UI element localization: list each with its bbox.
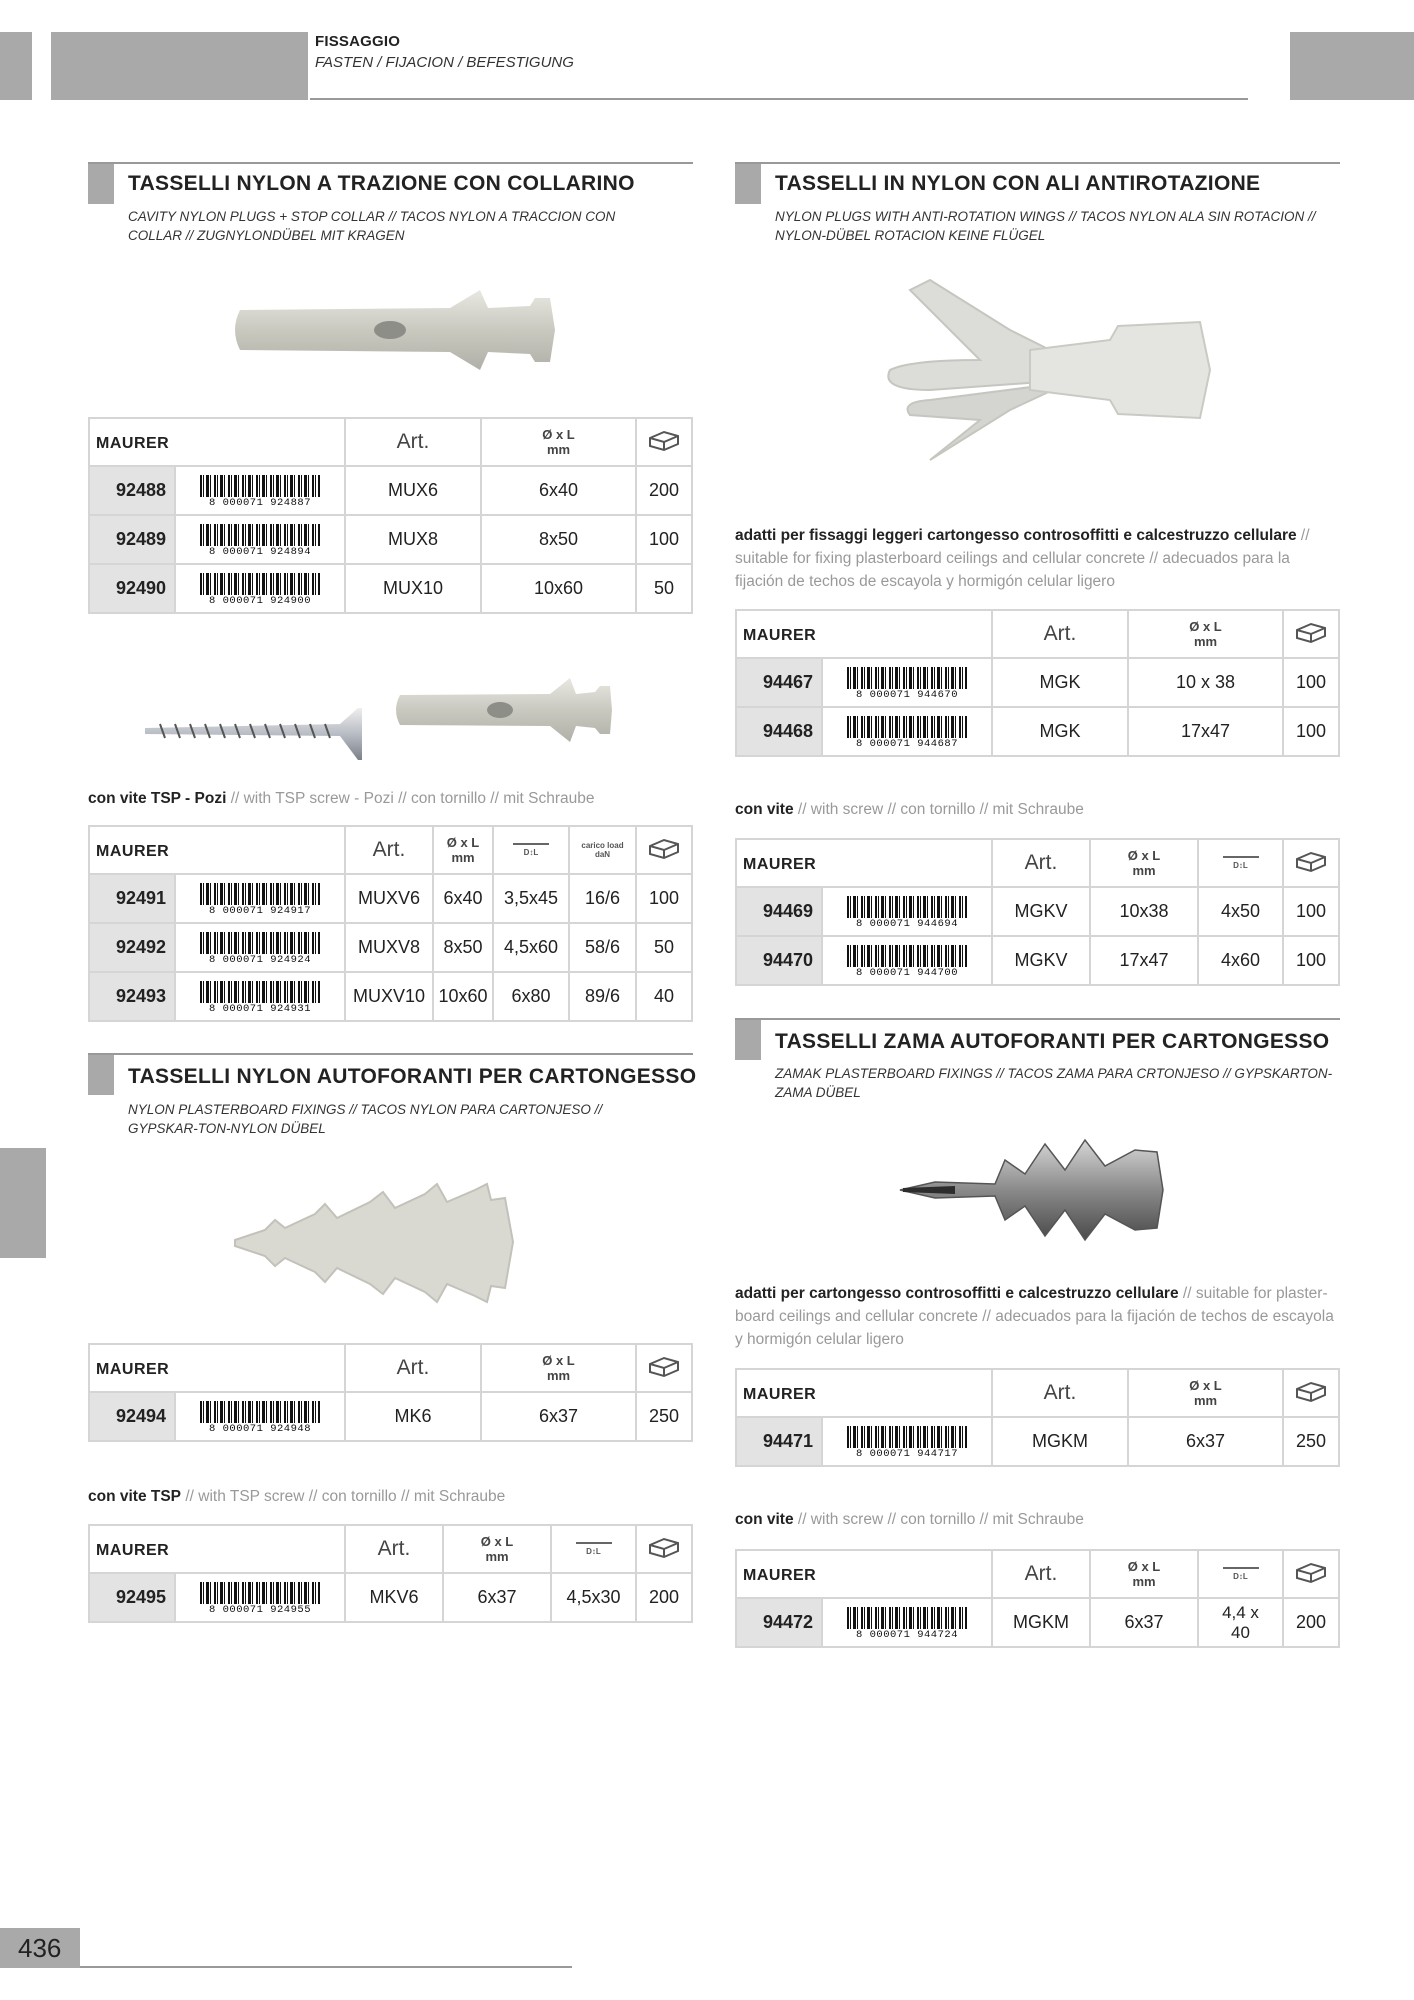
box-icon	[636, 1525, 692, 1573]
box-icon	[1283, 610, 1339, 658]
screw-size-icon: D↕L	[1198, 1550, 1283, 1598]
table-row: 94469 8 000071 944694 MGKV 10x38 4x50 100	[736, 887, 1339, 936]
box-icon	[1283, 1550, 1339, 1598]
sec3-rule	[735, 162, 1340, 164]
screw-and-plug-image	[140, 660, 620, 760]
table-row: 94470 8 000071 944700 MGKV 17x47 4x60 100	[736, 936, 1339, 985]
nylon-plasterboard-plug-image	[225, 1180, 525, 1305]
sec3-marker	[735, 164, 761, 204]
page-number: 436	[0, 1928, 80, 1968]
screw-size-icon: D↕L	[1198, 839, 1283, 887]
sec1-rule	[88, 162, 693, 164]
sec3-description: adatti per fissaggi leggeri cartongesso controsoffitti e calcestruzzo cellulare // suitable for fixing plasterboard ceilings and cellular concrete // adecuados para la fijación de techos de escayola y hormigón celular ligero	[735, 527, 1310, 590]
table-row: 92490 8 000071 924900 MUX10 10x60 50	[89, 564, 692, 613]
sec3-title: TASSELLI IN NYLON CON ALI ANTIROTAZIONE	[775, 172, 1261, 195]
sec1-sublabel: con vite TSP - Pozi // with TSP screw - Pozi // con tornillo // mit Schraube	[88, 790, 595, 807]
header-tab-right	[1290, 32, 1414, 100]
table-row: 94472 8 000071 944724 MGKM 6x37 4,4 x 40 200	[736, 1598, 1339, 1647]
sec4-marker	[735, 1020, 761, 1060]
screw-size-icon: D↕L	[493, 826, 569, 874]
footer-rule	[80, 1966, 572, 1968]
zamak-plasterboard-fixing-image	[895, 1130, 1175, 1250]
table-row: 94471 8 000071 944717 MGKM 6x37 250	[736, 1417, 1339, 1466]
sec2-marker	[88, 1055, 114, 1095]
header-rule	[310, 98, 1248, 100]
table-row: 92492 8 000071 924924 MUXV8 8x50 4,5x60 58/6 50	[89, 923, 692, 972]
side-tab	[0, 1148, 46, 1258]
brand-logo: MAURER	[96, 434, 170, 452]
sec2-rule	[88, 1053, 693, 1055]
screw-size-icon: D↕L	[551, 1525, 636, 1573]
sec4-table-screw: MAURER Art. Ø x L mm D↕L 94472 8 000071 944724 MGKM 6x37 4,4 x 40 200	[735, 1549, 1340, 1648]
sec4-sublabel: con vite // with screw // con tornillo // mit Schraube	[735, 1511, 1084, 1528]
box-icon	[636, 418, 692, 466]
sec4-description: adatti per cartongesso controsoffitti e calcestruzzo cellulare // suitable for plaster-board ceilings and cellular concrete // adecuados para la fijación de techos de escayola y hormigón celular ligero	[735, 1285, 1334, 1348]
barcode: 8 000071 924894	[196, 522, 324, 558]
sec2-subtitle: NYLON PLASTERBOARD FIXINGS // TACOS NYLON PARA CARTONJESO // GYPSKAR-TON-NYLON DÜBEL	[128, 1102, 603, 1136]
table-row: 94467 8 000071 944670 MGK 10 x 38 100	[736, 658, 1339, 707]
table-row: 92493 8 000071 924931 MUXV10 10x60 6x80 89/6 40	[89, 972, 692, 1021]
table-row: 92494 8 000071 924948 MK6 6x37 250	[89, 1392, 692, 1441]
sec3-subtitle: NYLON PLUGS WITH ANTI-ROTATION WINGS // TACOS NYLON ALA SIN ROTACION // NYLON-DÜBEL ROTACION KEINE FLÜGEL	[775, 209, 1316, 243]
barcode: 8 000071 924900	[196, 571, 324, 607]
table-row: 92488 8 000071 924887 MUX6 6x40 200	[89, 466, 692, 515]
sec4-subtitle: ZAMAK PLASTERBOARD FIXINGS // TACOS ZAMA PARA CRTONJESO // GYPSKARTON-ZAMA DÜBEL	[775, 1066, 1333, 1100]
table-row: 92495 8 000071 924955 MKV6 6x37 4,5x30 200	[89, 1573, 692, 1622]
col-dim: Ø x L	[542, 427, 575, 442]
sec4-table: MAURER Art. Ø x L mm 94471 8 000071 944717 MGKM 6x37 250	[735, 1368, 1340, 1467]
sec1-table-screw: MAURER Art. Ø x L mm D↕L carico load daN 92491 8 000071 924917 MUXV6 6x40 3,5x45 16/6 100 92492 8 000071 924924 MUXV8 8x50 4,5x60 58/6 50 92493 8 000071 924931 MUXV10 10x60 6x80 89/6 40	[88, 825, 693, 1022]
header-tab-block	[51, 32, 308, 100]
sec4-rule	[735, 1018, 1340, 1020]
sec2-sublabel: con vite TSP // with TSP screw // con tornillo // mit Schraube	[88, 1488, 506, 1505]
sec2-table: MAURER Art. Ø x L mm 92494 8 000071 924948 MK6 6x37 250	[88, 1343, 693, 1442]
box-icon	[636, 1344, 692, 1392]
table-row: 92489 8 000071 924894 MUX8 8x50 100	[89, 515, 692, 564]
col-art: Art.	[345, 418, 481, 466]
sec1-table: MAURER Art. Ø x L mm 92488 8 000071 924887 MUX6 6x40 200 92489 8 000071 924894 MUX8 8x50 100 92490 8 000071 924900 MUX10 10x60 50	[88, 417, 693, 614]
header-tab-left	[0, 32, 32, 100]
box-icon	[1283, 1369, 1339, 1417]
sec4-title: TASSELLI ZAMA AUTOFORANTI PER CARTONGESSO	[775, 1030, 1330, 1053]
sec3-sublabel: con vite // with screw // con tornillo // mit Schraube	[735, 801, 1084, 818]
sec2-title: TASSELLI NYLON AUTOFORANTI PER CARTONGESSO	[128, 1065, 697, 1088]
header-title: FISSAGGIO	[315, 33, 401, 50]
winged-nylon-plug-image	[870, 270, 1230, 470]
table-row: 94468 8 000071 944687 MGK 17x47 100	[736, 707, 1339, 756]
sec1-marker	[88, 164, 114, 204]
sec2-table-screw: MAURER Art. Ø x L mm D↕L 92495 8 000071 924955 MKV6 6x37 4,5x30 200	[88, 1524, 693, 1623]
sec3-table: MAURER Art. Ø x L mm 94467 8 000071 944670 MGK 10 x 38 100 94468 8 000071 944687 MGK 17x47 100	[735, 609, 1340, 757]
sec3-table-screw: MAURER Art. Ø x L mm D↕L 94469 8 000071 944694 MGKV 10x38 4x50 100 94470 8 000071 944700 MGKV 17x47 4x60 100	[735, 838, 1340, 986]
sec1-title: TASSELLI NYLON A TRAZIONE CON COLLARINO	[128, 172, 635, 195]
collar-plug-image	[230, 280, 570, 380]
box-icon	[636, 826, 692, 874]
barcode: 8 000071 924887	[196, 473, 324, 509]
table-row: 92491 8 000071 924917 MUXV6 6x40 3,5x45 16/6 100	[89, 874, 692, 923]
sec1-subtitle: CAVITY NYLON PLUGS + STOP COLLAR // TACOS NYLON A TRACCION CON COLLAR // ZUGNYLONDÜBEL MIT KRAGEN	[128, 209, 616, 243]
box-icon	[1283, 839, 1339, 887]
header-subtitle: FASTEN / FIJACION / BEFESTIGUNG	[315, 54, 574, 71]
